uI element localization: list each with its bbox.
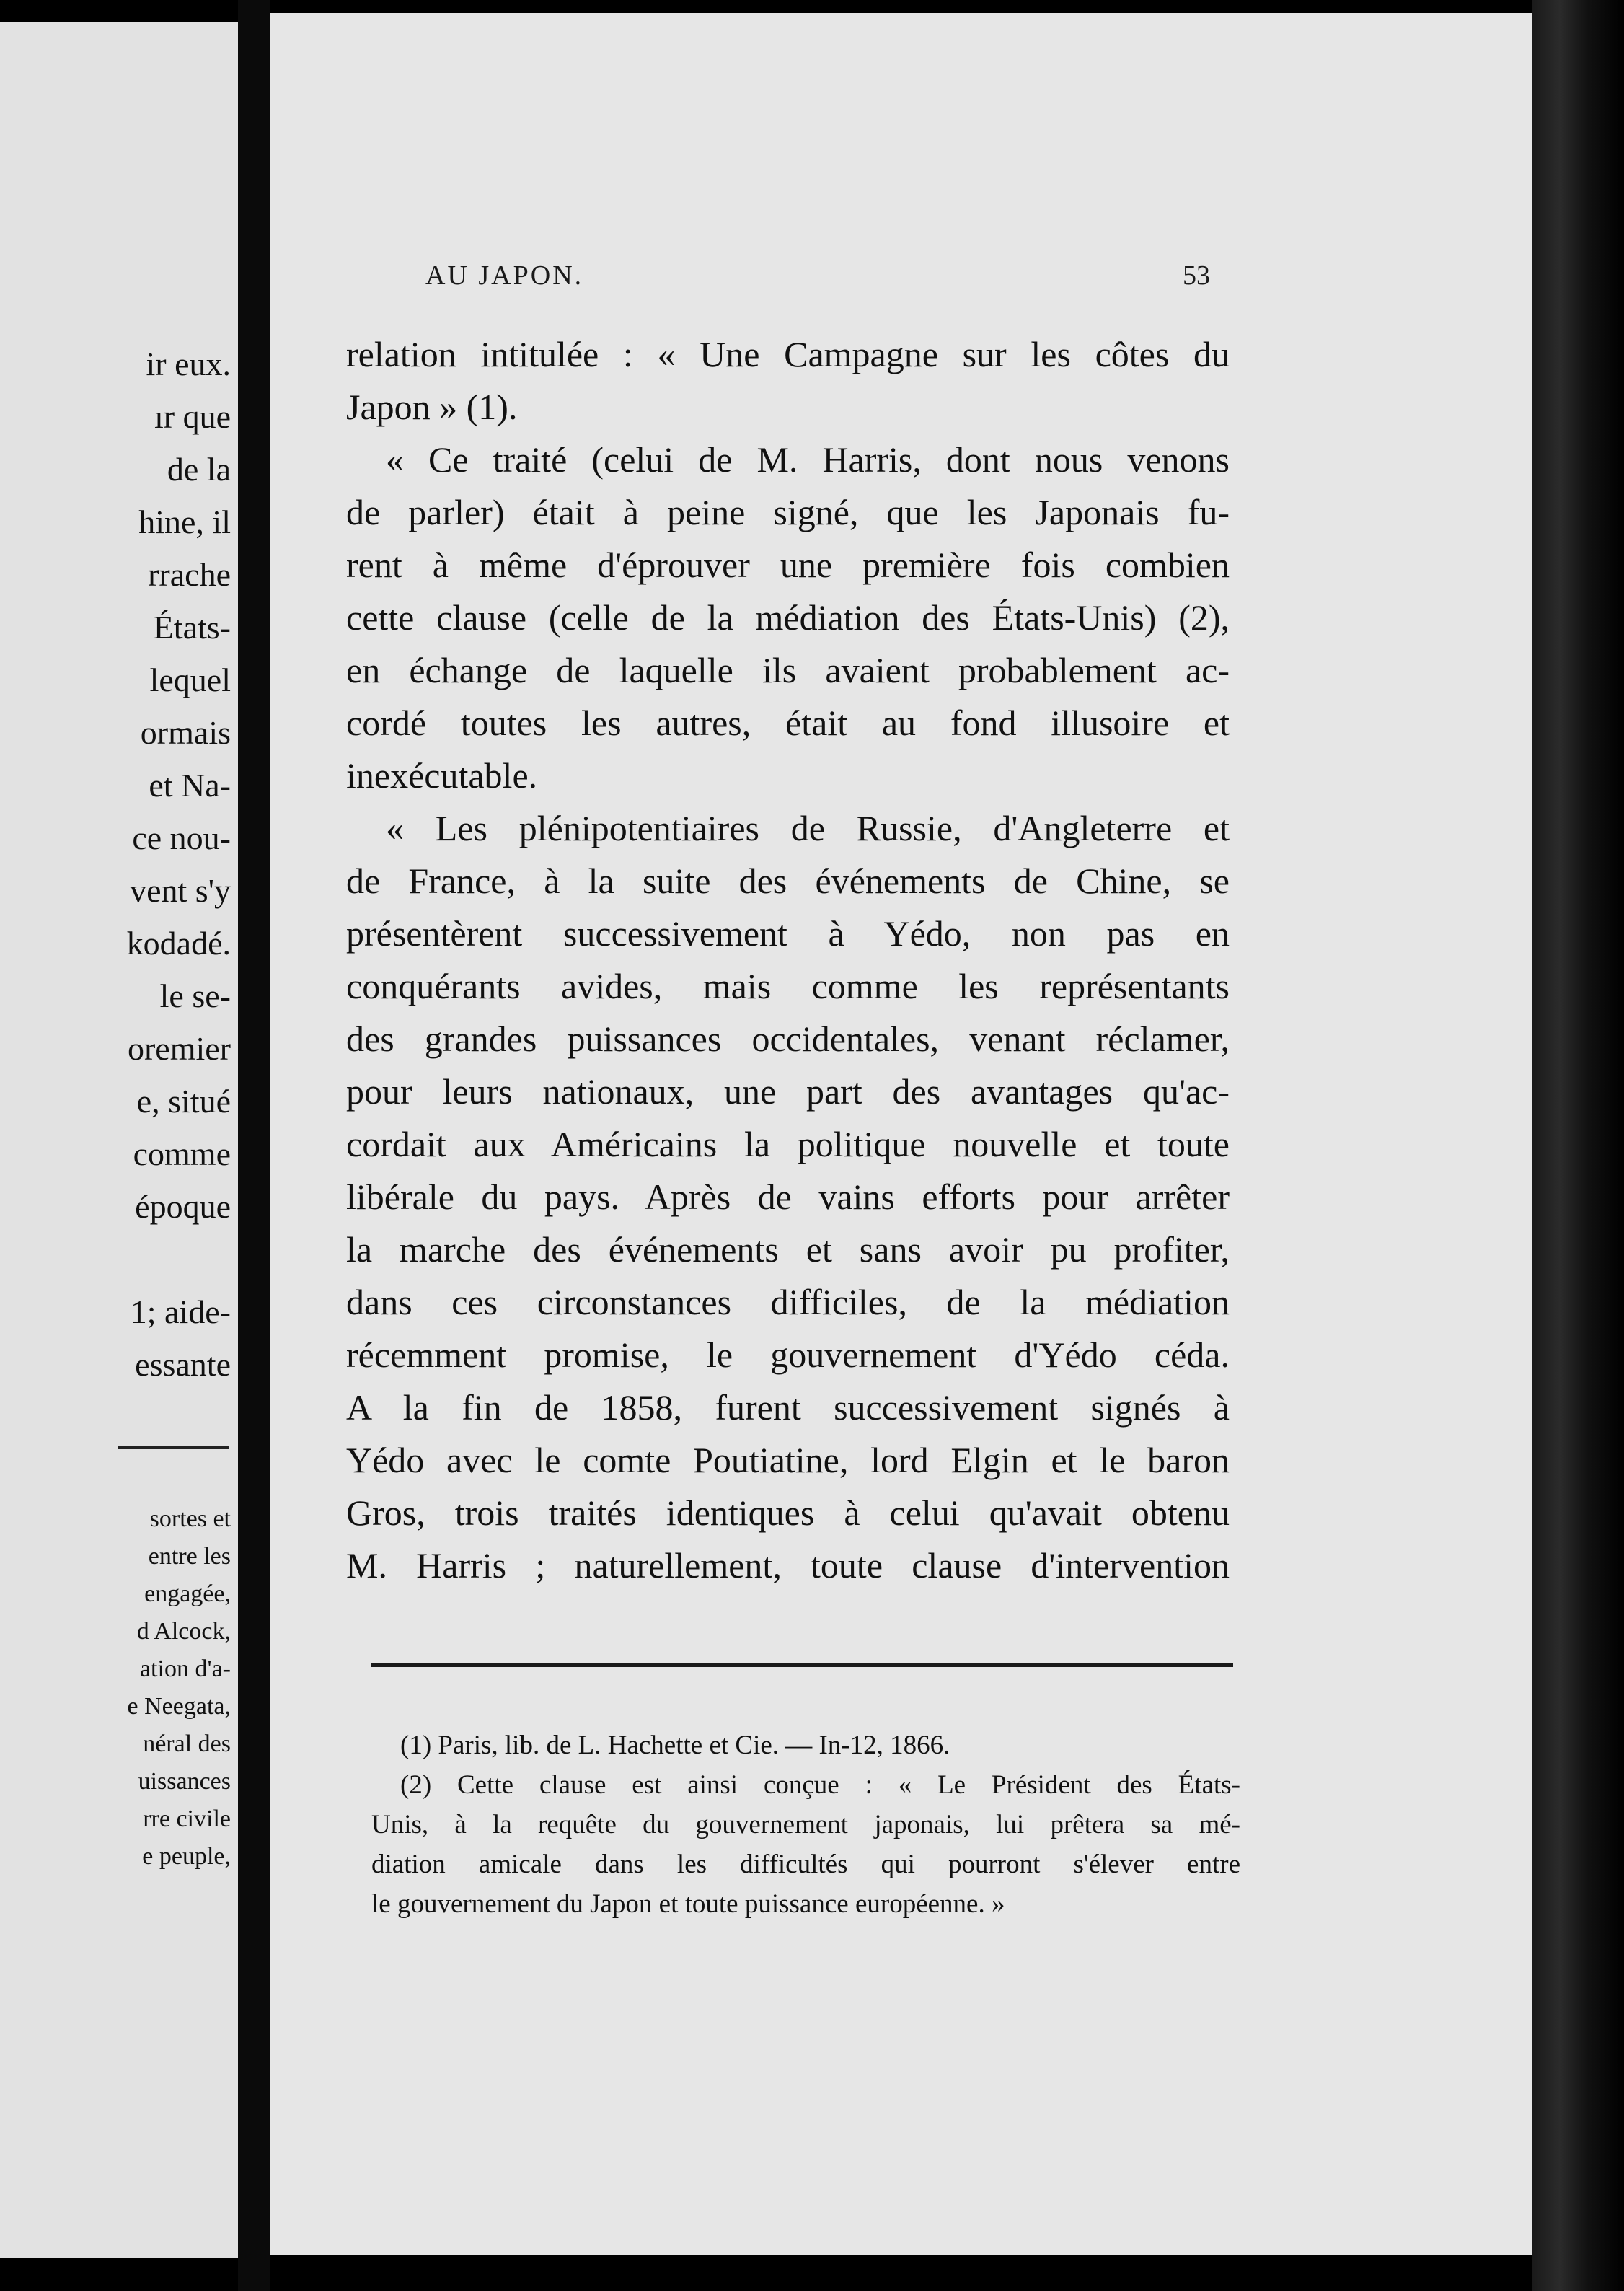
previous-page-line: et Na- — [149, 767, 231, 804]
running-head: AU JAPON. — [425, 260, 584, 291]
footnotes — [371, 1725, 1240, 1924]
page-edge-shadow — [1532, 0, 1624, 2291]
body-line: Yédo avec le comte Poutiatine, lord Elgin et le baron — [346, 1440, 1230, 1480]
body-line: en échange de laquelle ils avaient probablement ac- — [346, 650, 1230, 690]
previous-page-line: hine, il — [138, 504, 231, 540]
previous-page-note-line: entre les — [148, 1543, 231, 1570]
previous-page-note-line: uissances — [138, 1768, 231, 1795]
previous-page-line: ce nou- — [132, 819, 231, 856]
body-line: relation intitulée : « Une Campagne sur les côtes du — [346, 334, 1230, 374]
body-line: rent à même d'éprouver une première fois combien — [346, 545, 1230, 585]
previous-page-note-line: e Neegata, — [127, 1693, 231, 1720]
previous-page-line: ir eux. — [146, 346, 231, 382]
previous-page-line: 1; aide- — [130, 1293, 231, 1330]
previous-page-line: vent s'y — [130, 872, 231, 909]
previous-page-line: de la — [167, 451, 231, 488]
previous-page-footnotes — [14, 1500, 231, 1876]
previous-page-fragment — [0, 22, 238, 2258]
footnote-line: diation amicale dans les difficultés qui pourront s'élever entre — [371, 1850, 1240, 1879]
previous-page-footnote-rule — [118, 1446, 229, 1449]
body-line: M. Harris ; naturellement, toute clause d'intervention — [346, 1545, 1230, 1586]
previous-page-line: oremier — [127, 1030, 231, 1067]
previous-page-line: États- — [153, 609, 231, 646]
previous-page-line: lequel — [149, 661, 231, 698]
body-line: cordé toutes les autres, était au fond illusoire et — [346, 703, 1230, 743]
previous-page-text — [0, 338, 231, 1391]
previous-page-note-line: e peuple, — [142, 1843, 231, 1870]
body-line: inexécutable. — [346, 755, 538, 796]
previous-page-line: ormais — [140, 714, 231, 751]
body-line: dans ces circonstances difficiles, de la médiation — [346, 1282, 1230, 1322]
previous-page-line: essante — [135, 1346, 231, 1383]
body-line: conquérants avides, mais comme les représentants — [346, 966, 1230, 1006]
body-line: « Les plénipotentiaires de Russie, d'Angleterre et — [386, 808, 1230, 848]
previous-page-line — [0, 1233, 231, 1285]
previous-page-line: kodadé. — [126, 925, 231, 962]
footnote-line: Unis, à la requête du gouvernement japonais, lui prêtera sa mé- — [371, 1810, 1240, 1839]
footnote-rule — [371, 1663, 1233, 1667]
previous-page-line: e, situé — [136, 1083, 231, 1120]
body-text — [346, 328, 1230, 1592]
page-number: 53 — [1183, 260, 1210, 291]
previous-page-line: époque — [135, 1188, 231, 1225]
previous-page-note-line: néral des — [143, 1731, 231, 1757]
body-line: cette clause (celle de la médiation des États-Unis) (2), — [346, 597, 1230, 638]
previous-page-line: le se- — [159, 977, 231, 1014]
body-line: de parler) était à peine signé, que les Japonais fu- — [346, 492, 1230, 532]
previous-page-note-line: engagée, — [144, 1580, 231, 1607]
body-line: pour leurs nationaux, une part des avantages qu'ac- — [346, 1071, 1230, 1112]
previous-page-note-line: sortes et — [149, 1505, 231, 1532]
previous-page-line: ır que — [154, 398, 231, 435]
book-gutter — [238, 0, 270, 2291]
body-line: Japon » (1). — [346, 387, 518, 427]
previous-page-note-line: rre civile — [143, 1806, 231, 1832]
body-line: des grandes puissances occidentales, venant réclamer, — [346, 1019, 1230, 1059]
footnote-line: (1) Paris, lib. de L. Hachette et Cie. — In-12, 1866. — [400, 1731, 950, 1760]
body-line: présentèrent successivement à Yédo, non pas en — [346, 913, 1230, 954]
body-line: récemment promise, le gouvernement d'Yédo céda. — [346, 1334, 1230, 1375]
footnote-line: (2) Cette clause est ainsi conçue : « Le Président des États- — [400, 1770, 1240, 1800]
previous-page-line: comme — [133, 1135, 231, 1172]
body-line: de France, à la suite des événements de Chine, se — [346, 861, 1230, 901]
body-line: libérale du pays. Après de vains efforts pour arrêter — [346, 1177, 1230, 1217]
body-line: la marche des événements et sans avoir pu profiter, — [346, 1229, 1230, 1270]
footnote-line: le gouvernement du Japon et toute puissance européenne. » — [371, 1889, 1005, 1919]
previous-page-line: rrache — [148, 556, 231, 593]
body-line: « Ce traité (celui de M. Harris, dont nous venons — [386, 439, 1230, 480]
previous-page-note-line: ation d'a- — [139, 1655, 231, 1682]
body-line: A la fin de 1858, furent successivement signés à — [346, 1387, 1230, 1428]
body-line: Gros, trois traités identiques à celui qu'avait obtenu — [346, 1492, 1230, 1533]
previous-page-note-line: d Alcock, — [136, 1618, 231, 1645]
body-line: cordait aux Américains la politique nouvelle et toute — [346, 1124, 1230, 1164]
